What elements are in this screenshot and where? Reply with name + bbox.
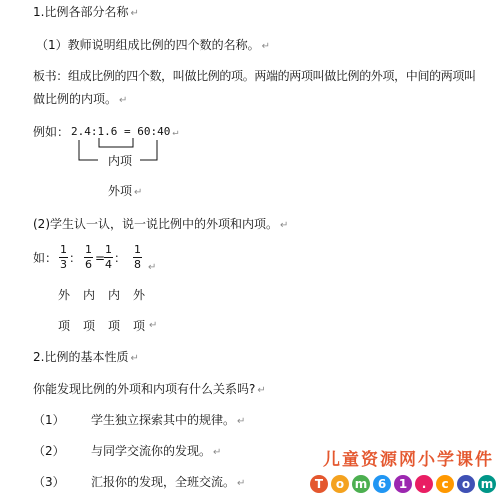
paragraph-mark: ↵	[257, 385, 266, 396]
example-proportion: 2.4:1.6 = 60:40 ↵	[71, 125, 179, 138]
heading-basic-property: 2.比例的基本性质 ↵	[33, 350, 139, 364]
ratio-sign: ：	[69, 251, 82, 265]
watermark-letter: c	[436, 475, 454, 493]
watermark-letter: 1	[394, 475, 412, 493]
paragraph-mark: ↵	[280, 220, 289, 231]
paragraph-mark: ↵	[130, 8, 139, 19]
step-number-2: （2）	[33, 444, 65, 458]
outer-term-bracket-right	[140, 140, 157, 160]
board-text-line-1: 板书：组成比例的四个数，叫做比例的项。两端的两项叫做比例的外项，中间的两项叫	[33, 69, 476, 83]
site-watermark-logo	[314, 445, 496, 493]
question-text: 你能发现比例的外项和内项有什么关系吗? ↵	[33, 382, 266, 396]
watermark-letter: o	[457, 475, 475, 493]
ru-label: 如：	[33, 251, 58, 265]
watermark-letter: m	[478, 475, 496, 493]
watermark-letter: 6	[373, 475, 391, 493]
fraction-one-third: 1 3	[60, 243, 67, 271]
watermark-letter: T	[310, 475, 328, 493]
heading-part-names: 1.比例各部分名称 ↵	[33, 5, 139, 19]
watermark-letter: o	[331, 475, 349, 493]
ratio-sign: ：	[114, 251, 127, 265]
watermark-letter: m	[352, 475, 370, 493]
term-char-inner-2: 内	[108, 288, 121, 302]
step-number-1: （1）	[33, 413, 65, 427]
paragraph-mark: ↵	[134, 187, 143, 198]
fraction-one-sixth: 1 6	[85, 243, 92, 271]
equals-sign: =	[95, 251, 106, 265]
item-students-identify: (2)学生认一认，说一说比例中的外项和内项。 ↵	[33, 217, 289, 231]
paragraph-mark: ↵	[237, 416, 246, 427]
term-char-outer-2: 外	[133, 288, 146, 302]
term-char-xiang-1: 项	[58, 319, 71, 333]
paragraph-mark: ↵	[213, 447, 222, 458]
term-char-xiang-2: 项	[83, 319, 96, 333]
fraction-one-quarter: 1 4	[105, 243, 112, 271]
example-label: 例如：	[33, 125, 70, 139]
paragraph-mark: ↵	[119, 95, 128, 106]
step-text-1: 学生独立探索其中的规律。 ↵	[91, 413, 246, 427]
term-char-xiang-3: 项	[108, 319, 121, 333]
paragraph-mark: ↵	[237, 478, 246, 489]
inner-term-label: 内项	[108, 154, 133, 168]
step-number-3: （3）	[33, 475, 65, 489]
term-char-xiang-4: 项	[133, 319, 146, 333]
paragraph-mark: ↵	[172, 127, 179, 138]
fraction-one-eighth: 1 8	[134, 243, 141, 271]
term-char-outer-1: 外	[58, 288, 71, 302]
paragraph-mark: ↵	[149, 320, 158, 331]
outer-term-label: 外项 ↵	[108, 184, 143, 198]
paragraph-mark: ↵	[148, 262, 157, 273]
paragraph-mark: ↵	[261, 41, 271, 52]
watermark-title: 儿童资源网小学课件	[323, 450, 494, 470]
step-text-3: 汇报你的发现，全班交流。 ↵	[91, 475, 246, 489]
outer-term-bracket	[79, 140, 98, 160]
item-teacher-explains: （1）教师说明组成比例的四个数的名称。 ↵	[36, 38, 271, 52]
board-text-line-2: 做比例的内项。 ↵	[33, 92, 128, 106]
watermark-domain	[310, 475, 496, 493]
paragraph-mark: ↵	[130, 353, 139, 364]
term-char-inner-1: 内	[83, 288, 96, 302]
watermark-letter: .	[415, 475, 433, 493]
step-text-2: 与同学交流你的发现。 ↵	[91, 444, 222, 458]
